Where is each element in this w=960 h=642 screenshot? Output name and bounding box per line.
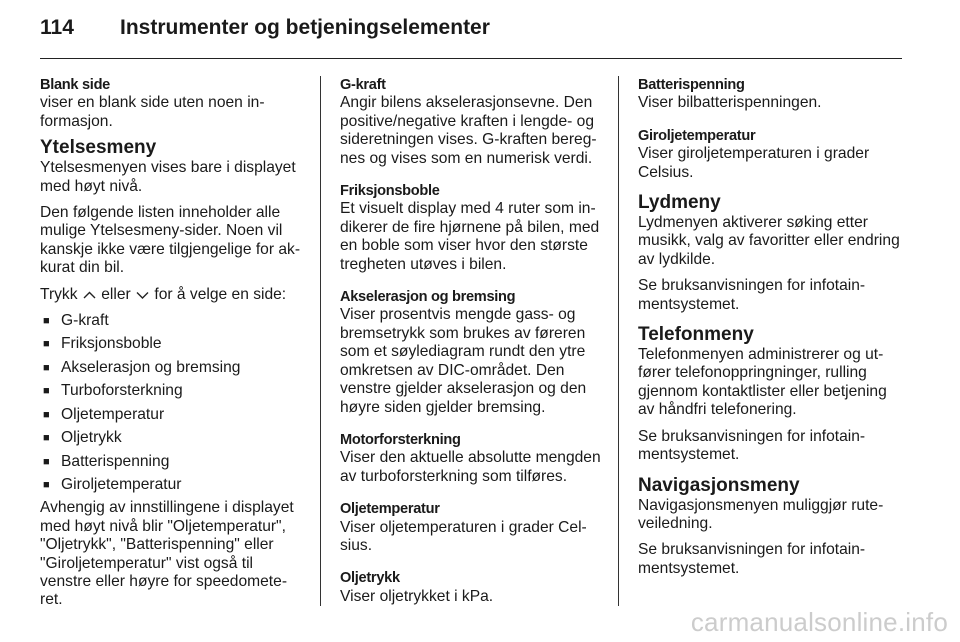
paragraph: Se bruksanvisningen for infotain-mentsystemet. <box>638 277 866 313</box>
instruction-text: for å velge en side: <box>154 285 287 303</box>
column-divider <box>320 76 321 606</box>
section-title: Motorforsterkning <box>340 431 461 448</box>
section-title: G-kraft <box>340 77 386 93</box>
list-item <box>40 335 304 353</box>
section-title: Blank side <box>40 77 110 93</box>
column-left <box>40 76 304 618</box>
instruction-line <box>40 286 304 304</box>
page-list <box>40 312 304 494</box>
list-item <box>40 429 304 447</box>
watermark: carmanualsonline.info <box>690 607 948 637</box>
paragraph: Navigasjonsmenyen muliggjør rute-veiledning. <box>638 496 884 532</box>
list-item-label: Batterispenning <box>61 452 170 470</box>
list-item <box>40 476 304 494</box>
section-heading: Navigasjonsmeny <box>638 474 800 496</box>
list-item-label: Akselerasjon og bremsing <box>61 358 241 376</box>
paragraph: Avhengig av innstillingene i displayet med høyt nivå blir "Oljetemperatur", "Oljetrykk", "Batterispenning" eller "Giroljetemperatur" vist også til venstre eller høyre for speedomete-ret. <box>40 499 294 609</box>
list-item-label: G-kraft <box>61 312 109 330</box>
paragraph: Angir bilens akselerasjonsevne. Den positive/negative kraften i lengde- og sideretningen vises. G-kraften bereg-nes og vises som en numerisk verdi. <box>340 94 597 167</box>
list-item <box>40 406 304 424</box>
list-item-label: Oljetemperatur <box>61 405 165 423</box>
paragraph: Viser oljetrykket i kPa. <box>340 587 494 605</box>
list-item-label: Oljetrykk <box>61 429 122 447</box>
bullet-icon: ■ <box>43 361 50 374</box>
column-middle <box>340 76 604 620</box>
paragraph: Et visuelt display med 4 ruter som in-dikerer de fire hjørnene på bilen, med en boble som viser hvor den største tregheten utøves i bilen. <box>340 200 600 273</box>
paragraph: Viser bilbatterispenningen. <box>638 94 822 112</box>
section-heading: Ytelsesmeny <box>40 137 157 159</box>
paragraph: Viser giroljetemperaturen i grader Celsius. <box>638 145 870 181</box>
bullet-icon: ■ <box>43 455 50 468</box>
instruction-text: eller <box>101 285 131 303</box>
list-item-label: Friksjonsboble <box>61 335 162 353</box>
paragraph: Ytelsesmenyen vises bare i displayet med høyt nivå. <box>40 159 296 195</box>
section-title: Oljetrykk <box>340 570 400 587</box>
section-title: Batterispenning <box>638 77 745 93</box>
bullet-icon: ■ <box>43 432 50 445</box>
page-number: 114 <box>40 16 74 39</box>
page-title: Instrumenter og betjeningselementer <box>120 16 490 39</box>
list-item <box>40 359 304 377</box>
section-title: Giroljetemperatur <box>638 127 756 144</box>
section-title: Friksjonsboble <box>340 183 440 200</box>
bullet-icon: ■ <box>43 338 50 351</box>
paragraph: Viser prosentvis mengde gass- og bremsetrykk som brukes av føreren som et søylediagram rundt den ytre omkretsen av DIC-området. Den venstre gjelder akselerasjon og den høyre siden gjelder bremsing. <box>340 306 587 416</box>
column-divider <box>618 76 619 606</box>
list-item-label: Giroljetemperatur <box>61 475 182 493</box>
section-heading: Telefonmeny <box>638 324 754 346</box>
bullet-icon: ■ <box>43 478 50 491</box>
paragraph: Den følgende listen inneholder alle mulige Ytelsesmeny-sider. Noen vil kanskje ikke være tilgjengelige for ak-kurat din bil. <box>40 204 301 277</box>
paragraph: Se bruksanvisningen for infotain-mentsystemet. <box>638 427 866 464</box>
list-item <box>40 453 304 471</box>
paragraph: viser en blank side uten noen in-formasjon. <box>40 94 265 130</box>
bullet-icon: ■ <box>43 315 50 328</box>
paragraph: Lydmenyen aktiverer søking etter musikk, valg av favoritter eller endring av lydkilde. <box>638 214 900 268</box>
page-header <box>40 16 490 48</box>
section-title: Akselerasjon og bremsing <box>340 289 516 306</box>
bullet-icon: ■ <box>43 408 50 421</box>
column-right <box>638 76 902 586</box>
section-title: Oljetemperatur <box>340 501 440 518</box>
chevron-down-icon <box>135 290 150 300</box>
list-item <box>40 382 304 400</box>
header-rule <box>40 58 902 59</box>
list-item-label: Turboforsterkning <box>61 382 183 400</box>
instruction-text: Trykk <box>40 285 78 303</box>
section-heading: Lydmeny <box>638 192 721 214</box>
paragraph: Viser oljetemperaturen i grader Cel-sius. <box>340 518 587 554</box>
paragraph: Viser den aktuelle absolutte mengden av turboforsterkning som tilføres. <box>340 449 601 485</box>
paragraph: Telefonmenyen administrerer og ut-fører telefonoppringninger, rulling gjennom kontaktlister eller betjening av håndfri telefonering. <box>638 346 887 419</box>
bullet-icon: ■ <box>43 385 50 398</box>
list-item <box>40 312 304 330</box>
chevron-up-icon <box>82 290 97 300</box>
paragraph: Se bruksanvisningen for infotain-mentsystemet. <box>638 541 866 577</box>
